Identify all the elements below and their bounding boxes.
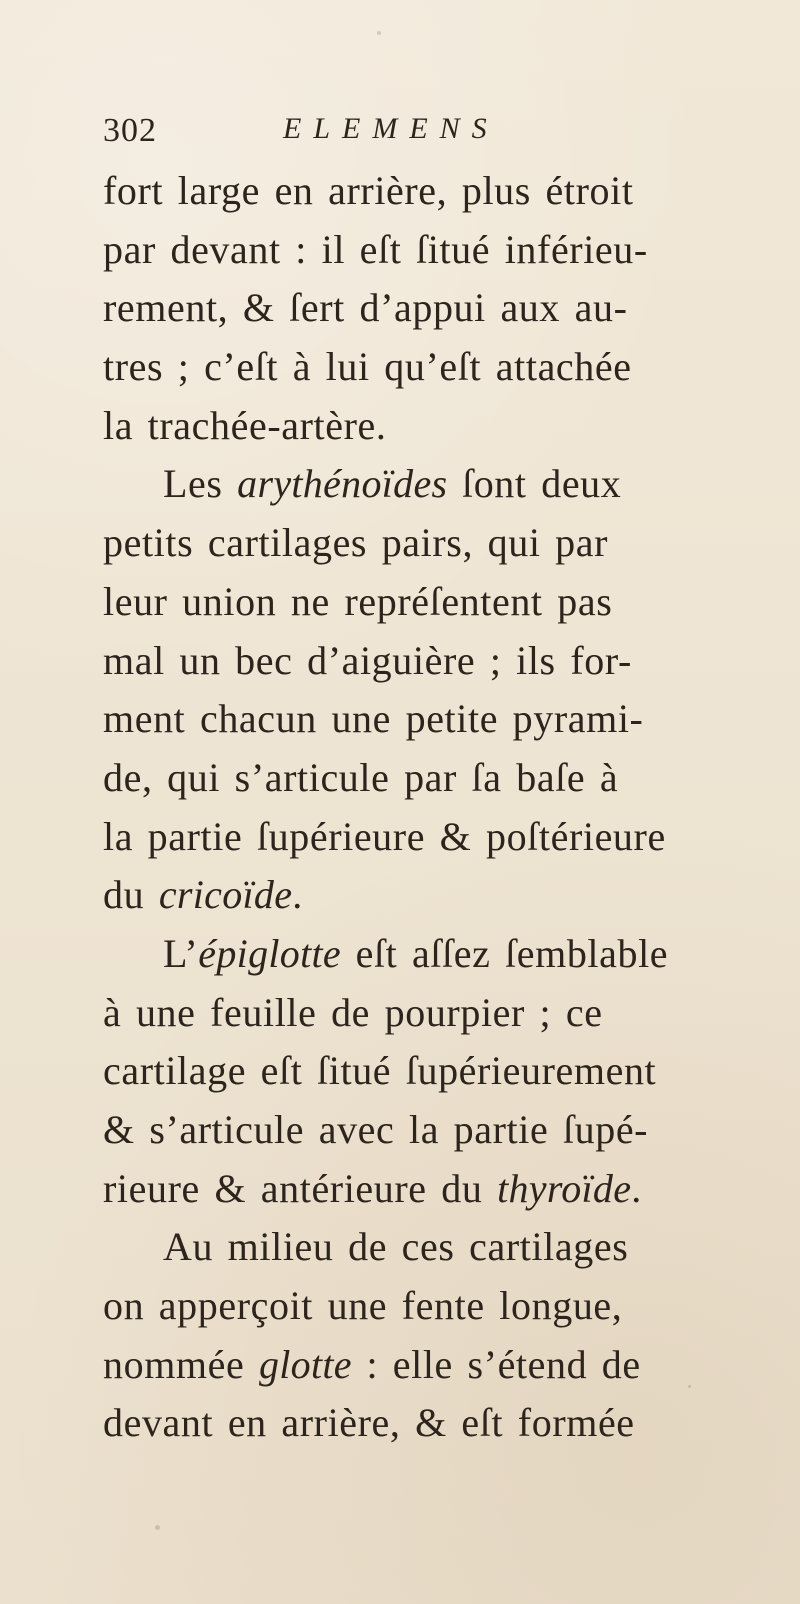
- page-header: [103, 112, 543, 162]
- text-segment: ſont deux: [447, 461, 622, 507]
- text-segment: rement, & ſert d’appui aux au-: [103, 285, 628, 331]
- text-segment: à une feuille de pourpier ; ce: [103, 989, 603, 1035]
- text-line: [103, 1394, 725, 1453]
- text-segment: Les: [163, 461, 238, 507]
- text-segment: du: [103, 872, 159, 918]
- text-segment: de, qui s’articule par ſa baſe à: [103, 754, 619, 800]
- text-segment: tres ; c’eſt à lui qu’eſt attachée: [103, 344, 632, 390]
- italic-term: épiglotte: [198, 930, 341, 976]
- text-line: [103, 984, 725, 1043]
- text-segment: devant en arrière, & eſt formée: [103, 1400, 635, 1446]
- text-line: [103, 397, 725, 456]
- running-title: ELEMENS: [283, 112, 499, 145]
- text-segment: : elle s’étend de: [351, 1341, 641, 1387]
- text-segment: par devant : il eſt ſitué inférieu-: [103, 226, 648, 272]
- text-line: [103, 338, 725, 397]
- text-segment: mal un bec d’aiguière ; ils for-: [103, 637, 632, 683]
- text-line: [103, 690, 725, 749]
- text-segment: & s’articule avec la partie ſupé-: [103, 1107, 649, 1152]
- text-line: [103, 808, 725, 867]
- text-segment: la trachée-artère.: [103, 402, 387, 448]
- paragraph-first-line: [103, 925, 725, 984]
- text-segment: eſt aſſez ſemblable: [340, 930, 669, 976]
- text-line: [103, 221, 725, 280]
- italic-term: cricoïde: [158, 872, 293, 918]
- text-segment: rieure & antérieure du: [103, 1165, 498, 1211]
- text-line: [103, 749, 725, 808]
- text-segment: .: [631, 1165, 642, 1211]
- text-segment: cartilage eſt ſitué ſupérieurement: [103, 1048, 657, 1094]
- text-line: [103, 162, 725, 221]
- body-text: [103, 162, 725, 1453]
- text-segment: la partie ſupérieure & poſtérieure: [103, 813, 666, 859]
- paragraph-first-line: [103, 455, 725, 514]
- text-segment: Au milieu de ces cartilages: [163, 1224, 629, 1270]
- text-segment: L’: [163, 930, 199, 976]
- italic-term: thyroïde: [497, 1165, 632, 1211]
- text-segment: fort large en arrière, plus étroit: [103, 168, 634, 213]
- text-segment: petits cartilages pairs, qui par: [103, 520, 609, 566]
- paper-speck: [377, 31, 381, 35]
- text-line: [103, 514, 725, 573]
- text-segment: nommée: [103, 1341, 259, 1387]
- text-segment: leur union ne repréſentent pas: [103, 578, 613, 624]
- text-segment: ment chacun une petite pyrami-: [103, 696, 644, 742]
- text-line: [103, 1277, 725, 1336]
- text-segment: on apperçoit une fente longue,: [103, 1283, 623, 1329]
- text-line: [103, 1336, 725, 1395]
- text-line: [103, 866, 725, 925]
- text-segment: .: [292, 872, 303, 918]
- text-line: [103, 573, 725, 632]
- italic-term: arythénoïdes: [237, 461, 448, 507]
- paper-speck: [155, 1525, 160, 1530]
- paragraph-first-line: [103, 1218, 725, 1277]
- text-line: [103, 279, 725, 338]
- text-line: [103, 1101, 725, 1160]
- text-line: [103, 1160, 725, 1219]
- page-number: 302: [103, 112, 157, 149]
- text-line: [103, 1042, 725, 1101]
- italic-term: glotte: [258, 1341, 352, 1387]
- text-line: [103, 632, 725, 691]
